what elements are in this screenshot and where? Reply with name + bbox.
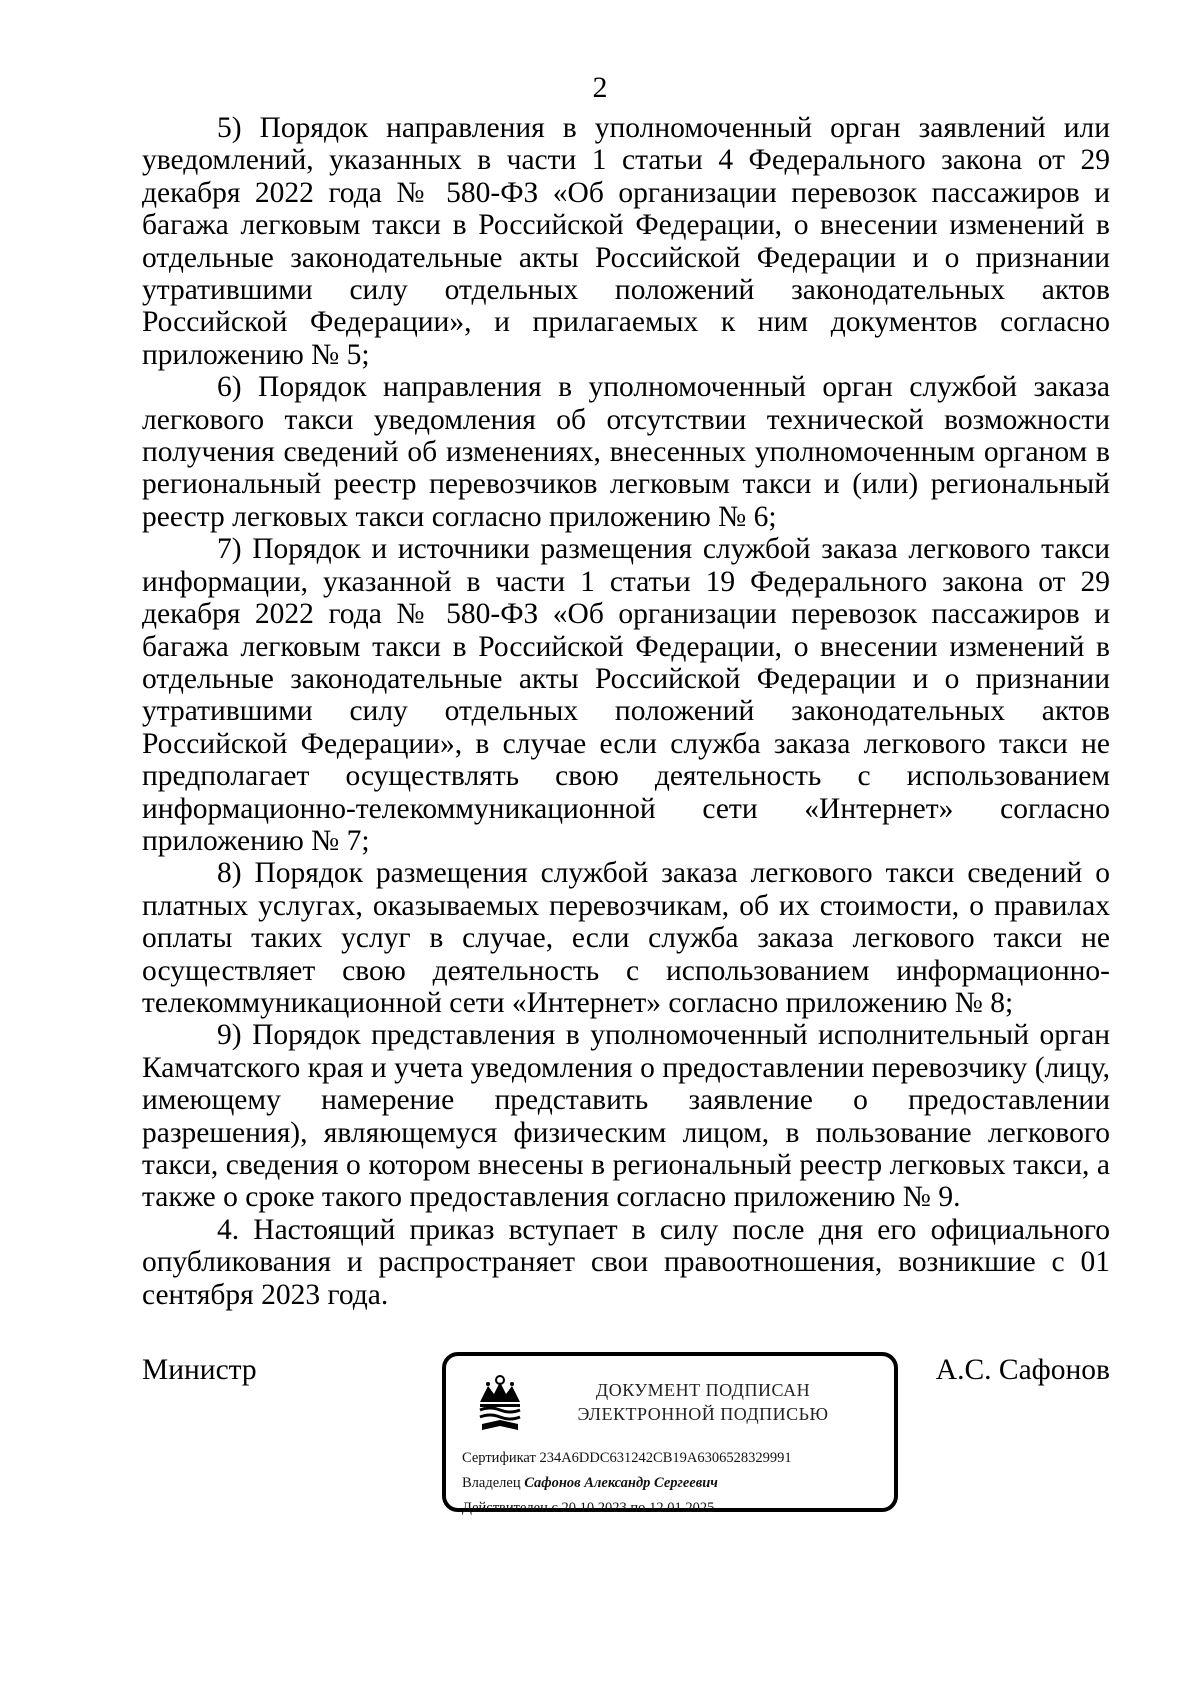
paragraph-item-9: 9) Порядок представления в уполномоченный исполнительный орган Камчатского края и учета уведомления о предоставлении перевозчику (лицу, имеющему намерение представить заявление о предоставлении разрешения), являющемуся физическим лицом, в пользование легкового такси, сведения о котором внесены в региональный реестр легковых такси, а также о сроке такого предоставления согласно приложению № 9. xyxy=(142,1019,1110,1214)
certificate-number: 234A6DDC631242CB19A6306528329991 xyxy=(539,1450,792,1466)
electronic-signature-stamp xyxy=(442,1352,898,1516)
owner-name: Сафонов Александр Сергеевич xyxy=(524,1475,718,1491)
page-number: 2 xyxy=(592,71,608,104)
body-text xyxy=(142,112,1110,1311)
paragraph-item-7: 7) Порядок и источники размещения службой заказа легкового такси информации, указанной в части 1 статьи 19 Федерального закона от 29 декабря 2022 года № 580-ФЗ «Об организации перевозок пассажиров и багажа легковым такси в Российской Федерации, о внесении изменений в отдельные законодательные акты Российской Федерации и о признании утратившими силу отдельных положений законодательных актов Российской Федерации», в случае если служба заказа легкового такси не предполагает осуществлять свою деятельность с использованием информационно-телекоммуникационной сети «Интернет» согласно приложению № 7; xyxy=(142,533,1110,857)
stamp-owner-line xyxy=(462,1473,718,1493)
paragraph-item-8: 8) Порядок размещения службой заказа легкового такси сведений о платных услугах, оказываемых перевозчикам, об их стоимости, о правилах оплаты таких услуг в случае, если служба заказа легкового такси не осуществляет свою деятельность с использованием информационно-телекоммуникационной сети «Интернет» согласно приложению № 8; xyxy=(142,857,1110,1019)
kamchatka-emblem-icon xyxy=(474,1374,526,1432)
valid-label: Действителен с xyxy=(462,1500,558,1516)
stamp-validity-line xyxy=(462,1498,714,1518)
stamp-title-line: ЭЛЕКТРОННОЙ ПОДПИСЬЮ xyxy=(577,1404,829,1424)
paragraph-item-6: 6) Порядок направления в уполномоченный орган службой заказа легкового такси уведомления об отсутствии технической возможности получения сведений об изменениях, внесенных уполномоченным органом в региональный реестр перевозчиков легковым такси и (или) региональный реестр легковых такси согласно приложению № 6; xyxy=(142,371,1110,533)
signer-name: А.С. Сафонов xyxy=(935,1354,1110,1386)
valid-from: 20.10.2023 xyxy=(561,1500,627,1516)
owner-label: Владелец xyxy=(462,1475,521,1491)
stamp-title-line: ДОКУМЕНТ ПОДПИСАН xyxy=(595,1380,811,1400)
stamp-certificate-line xyxy=(462,1448,792,1468)
paragraph-point-4: 4. Настоящий приказ вступает в силу после дня его официального опубликования и распространяет свои правоотношения, возникшие с 01 сентября 2023 года. xyxy=(142,1213,1110,1311)
certificate-label: Сертификат xyxy=(462,1450,536,1466)
stamp-title xyxy=(526,1378,880,1426)
paragraph-item-5: 5) Порядок направления в уполномоченный орган заявлений или уведомлений, указанных в части 1 статьи 4 Федерального закона от 29 декабря 2022 года № 580-ФЗ «Об организации перевозок пассажиров и багажа легковым такси в Российской Федерации, о внесении изменений в отдельные законодательные акты Российской Федерации и о признании утратившими силу отдельных положений законодательных актов Российской Федерации», и прилагаемых к ним документов согласно приложению № 5; xyxy=(142,112,1110,371)
valid-to-label: по xyxy=(630,1500,646,1516)
valid-to: 12.01.2025 xyxy=(649,1500,715,1516)
signature-block xyxy=(142,1352,1110,1516)
signer-position: Министр xyxy=(142,1354,257,1386)
